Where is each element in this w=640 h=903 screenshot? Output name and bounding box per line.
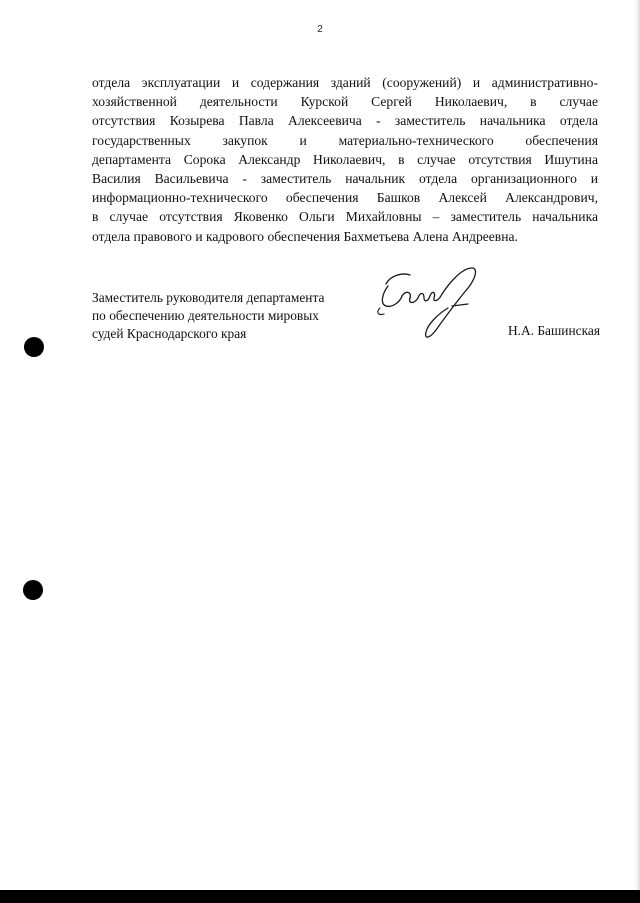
body-paragraph: [92, 73, 598, 246]
body-line: департамента Сорока Александр Николаевич, в случае отсутствия Ишутина: [92, 151, 598, 167]
handwritten-signature: [372, 262, 484, 342]
punch-hole-mark: [23, 580, 43, 600]
body-line: отсутствия Козырева Павла Алексеевича - заместитель начальника отдела: [92, 113, 598, 129]
scan-edge-right: [634, 0, 640, 890]
body-line: государственных закупок и материально-технического обеспечения: [92, 132, 598, 148]
body-line: информационно-технического обеспечения Башков Алексей Александрович,: [92, 190, 598, 206]
body-line: отдела эксплуатации и содержания зданий (сооружений) и административно-: [92, 75, 598, 90]
signature-strokes: [378, 268, 476, 337]
signatory-name: Н.А. Башинская: [507, 323, 600, 338]
page-number: 2: [317, 24, 323, 35]
signatory-position-line: судей Краснодарского края: [92, 326, 247, 341]
scan-edge-bottom: [0, 890, 640, 903]
body-line-last: отдела правового и кадрового обеспечения Бахметьева Алена Андреевна.: [92, 228, 518, 244]
body-line: хозяйственной деятельности Курской Сергей Николаевич, в случае: [92, 94, 598, 110]
punch-hole-mark: [24, 337, 44, 357]
body-line: в случае отсутствия Яковенко Ольги Михайловны – заместитель начальника: [92, 209, 598, 225]
signatory-position: [92, 289, 382, 343]
signatory-position-line: Заместитель руководителя департамента: [92, 290, 325, 305]
body-line: Василия Васильевича - заместитель начальник отдела организационного и: [92, 170, 598, 186]
signatory-position-line: по обеспечению деятельности мировых: [92, 308, 319, 323]
